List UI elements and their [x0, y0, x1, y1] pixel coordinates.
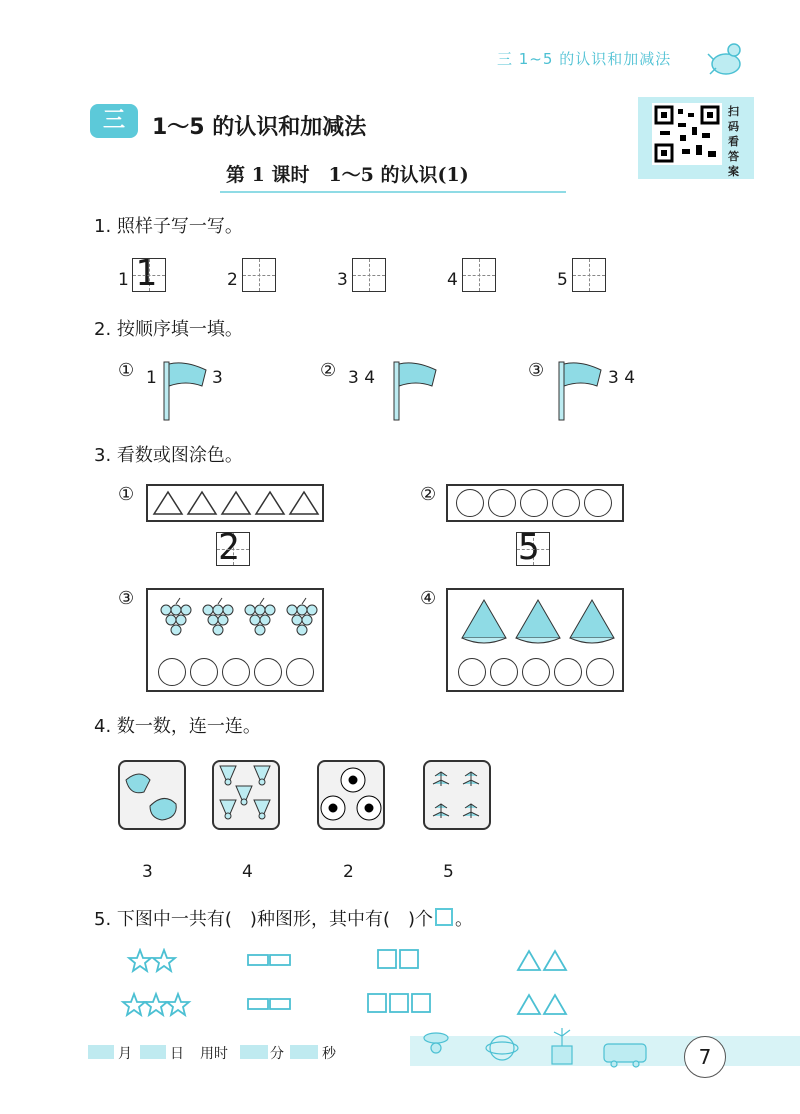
question-5-text: 5. 下图中一共有( )种图形，其中有( )个 [94, 909, 433, 930]
square-icon [368, 994, 386, 1012]
grapes-icon [152, 596, 322, 646]
circle-shape[interactable] [158, 658, 186, 686]
writing-cell[interactable] [572, 258, 606, 292]
month-label: 月 [118, 1046, 132, 1062]
question-5-end: 。 [454, 909, 473, 930]
question-2-title: 2. 按顺序填一填。 [94, 319, 243, 340]
seconds-field[interactable] [290, 1045, 318, 1059]
sequence-before: 3 4 [348, 368, 376, 388]
rectangle-icon [270, 955, 290, 965]
square-icon [400, 950, 418, 968]
item-mark: ① [118, 484, 135, 505]
writing-cell[interactable] [352, 258, 386, 292]
lesson-title: 第 1 课时 1～5 的认识(1) [226, 164, 469, 186]
shapes-figure [120, 948, 600, 1024]
flag-icon[interactable] [160, 360, 210, 422]
square-icon [412, 994, 430, 1012]
square-icon [378, 950, 396, 968]
triangle-icon [518, 995, 540, 1014]
plant-card[interactable] [423, 760, 491, 830]
digit-label: 2 [227, 270, 238, 290]
star-icon [123, 994, 145, 1015]
circle-shape[interactable] [554, 658, 582, 686]
question-1-title: 1. 照样子写一写。 [94, 216, 243, 237]
match-number[interactable]: 5 [443, 862, 454, 882]
circle-row [458, 658, 618, 690]
item-mark: ③ [118, 588, 135, 609]
time-used-label: 用时 [200, 1046, 228, 1062]
sequence-before: 1 [146, 368, 157, 388]
example-digit: 1 [135, 253, 157, 294]
chapter-title: 1～5 的认识和加减法 [152, 115, 367, 140]
football-icon [319, 762, 383, 828]
digit-label: 5 [557, 270, 568, 290]
circle-shape[interactable] [286, 658, 314, 686]
rectangle-icon [248, 999, 268, 1009]
star-icon [145, 994, 167, 1015]
triangle-box [146, 484, 324, 522]
circle-shape[interactable] [190, 658, 218, 686]
item-mark: ② [320, 360, 337, 381]
circle-shape[interactable] [552, 489, 580, 517]
digit-label: 1 [118, 270, 129, 290]
minutes-field[interactable] [240, 1045, 268, 1059]
minutes-label: 分 [270, 1046, 284, 1062]
circle-shape[interactable] [456, 489, 484, 517]
answer-cell[interactable] [216, 527, 250, 568]
sequence-after: 3 4 [608, 368, 636, 388]
day-label: 日 [170, 1046, 184, 1062]
given-digit: 2 [218, 527, 240, 568]
triangle-icon [544, 995, 566, 1014]
match-number[interactable]: 3 [142, 862, 153, 882]
item-mark: ② [420, 484, 437, 505]
item-mark: ④ [420, 588, 437, 609]
lesson-underline [220, 191, 566, 193]
writing-cell[interactable] [242, 258, 276, 292]
triangle-icon [544, 951, 566, 970]
running-header: 三 1~5 的认识和加减法 [497, 50, 672, 68]
given-digit: 5 [518, 527, 540, 568]
chapter-badge: 三 [90, 104, 138, 138]
month-field[interactable] [88, 1045, 114, 1059]
day-field[interactable] [140, 1045, 166, 1059]
star-icon [129, 950, 151, 971]
answer-cell[interactable] [516, 527, 550, 568]
qr-caption: 扫码看答案 [728, 105, 739, 178]
triangle-icon [518, 951, 540, 970]
whistle-card[interactable] [118, 760, 186, 830]
qr-code-icon[interactable] [652, 103, 722, 165]
seconds-label: 秒 [322, 1046, 336, 1062]
flag-icon[interactable] [390, 360, 440, 422]
star-icon [153, 950, 175, 971]
plant-icon [425, 762, 489, 828]
item-mark: ③ [528, 360, 545, 381]
question-3-title: 3. 看数或图涂色。 [94, 445, 243, 466]
square-icon [390, 994, 408, 1012]
page-number: 7 [684, 1036, 726, 1078]
watermelon-icon [452, 598, 622, 648]
digit-label: 4 [447, 270, 458, 290]
circle-shape[interactable] [490, 658, 518, 686]
square-icon [435, 908, 453, 926]
writing-cell[interactable] [132, 253, 166, 294]
question-5-title [94, 905, 473, 931]
match-number[interactable]: 2 [343, 862, 354, 882]
rectangle-icon [248, 955, 268, 965]
circle-shape[interactable] [584, 489, 612, 517]
circle-shape[interactable] [522, 658, 550, 686]
flag-icon[interactable] [555, 360, 605, 422]
match-number[interactable]: 4 [242, 862, 253, 882]
grapes-box [146, 588, 324, 692]
rectangle-icon [270, 999, 290, 1009]
shuttlecock-icon [214, 762, 278, 828]
decoration-icon [420, 1024, 670, 1068]
watermelon-box [446, 588, 624, 692]
circle-shape[interactable] [488, 489, 516, 517]
triangles-icon[interactable] [148, 486, 322, 520]
circle-row [158, 658, 318, 690]
sequence-after: 3 [212, 368, 223, 388]
circle-shape[interactable] [586, 658, 614, 686]
circle-shape[interactable] [222, 658, 250, 686]
whistle-icon [120, 762, 184, 828]
circle-shape[interactable] [520, 489, 548, 517]
writing-cell[interactable] [462, 258, 496, 292]
question-4-title: 4. 数一数，连一连。 [94, 716, 261, 737]
digit-label: 3 [337, 270, 348, 290]
circle-box [446, 484, 624, 522]
football-card[interactable] [317, 760, 385, 830]
mascot-icon [704, 38, 748, 78]
circle-shape[interactable] [254, 658, 282, 686]
item-mark: ① [118, 360, 135, 381]
shuttlecock-card[interactable] [212, 760, 280, 830]
circle-shape[interactable] [458, 658, 486, 686]
star-icon [167, 994, 189, 1015]
